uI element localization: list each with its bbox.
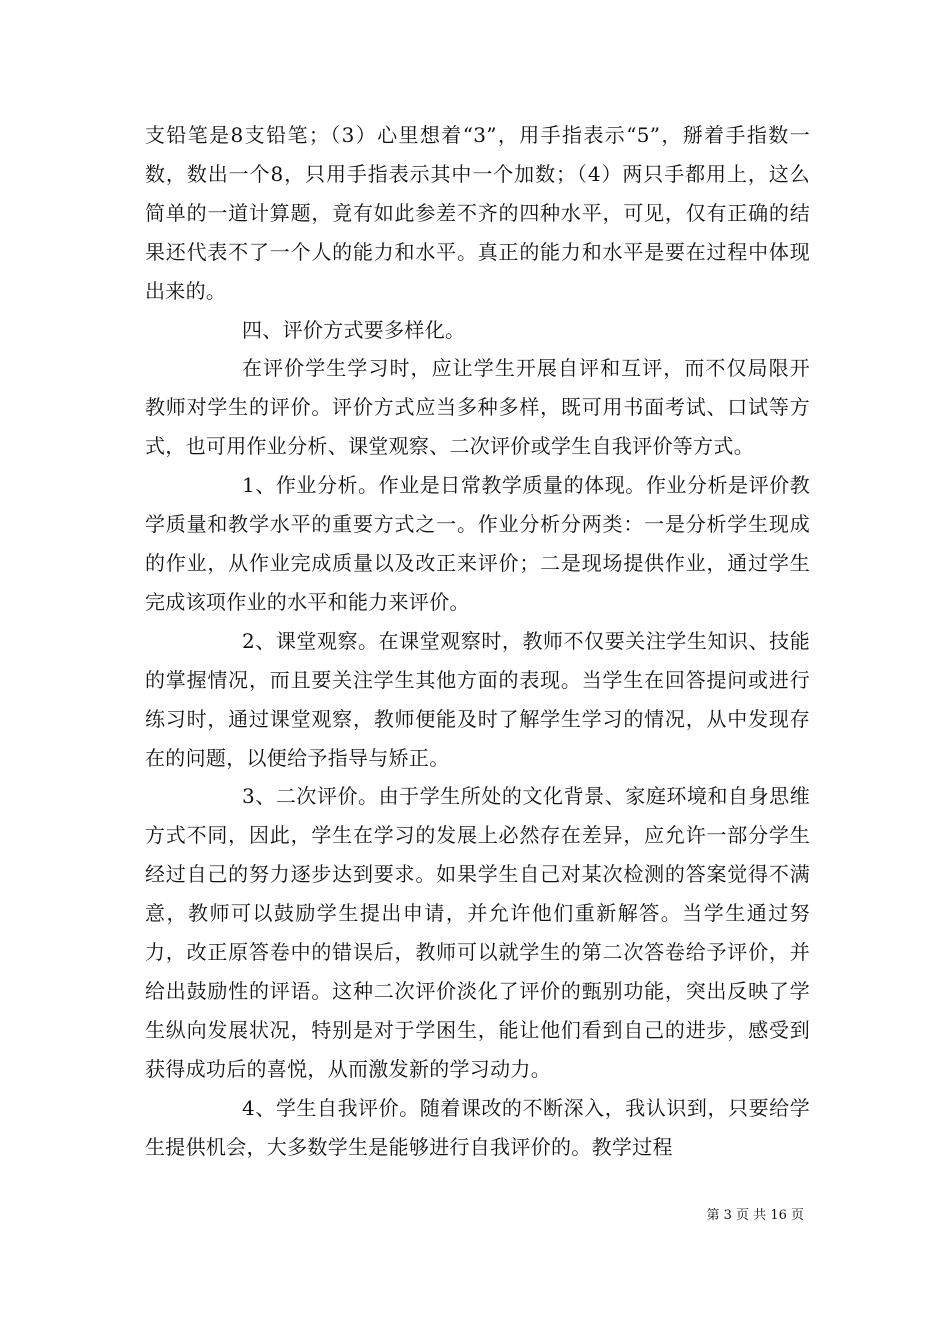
paragraph-intro: 在评价学生学习时，应让学生开展自评和互评，而不仅局限开教师对学生的评价。评价方式应当多种多样，既可用书面考试、口试等方式，也可用作业分析、课堂观察、二次评价或学生自我评价等方式。 <box>145 356 810 459</box>
paragraph-self-evaluation: 4、学生自我评价。随着课改的不断深入，我认识到，只要给学生提供机会，大多数学生是能够进行自我评价的。教学过程 <box>145 1095 810 1159</box>
page-number-footer: 第 3 页 共 16 页 <box>706 1208 804 1223</box>
paragraph-homework-analysis: 1、作业分析。作业是日常教学质量的体现。作业分析是评价教学质量和教学水平的重要方式之一。作业分析分两类：一是分析学生现成的作业，从作业完成质量以及改正来评价；二是现场提供作业，通过学生完成该项作业的水平和能力来评价。 <box>145 473 810 614</box>
paragraph-classroom-observation: 2、课堂观察。在课堂观察时，教师不仅要关注学生知识、技能的掌握情况，而且要关注学生其他方面的表现。当学生在回答提问或进行练习时，通过课堂观察，教师便能及时了解学生学习的情况，从中发现存在的问题，以便给予指导与矫正。 <box>145 628 810 770</box>
section-heading: 四、评价方式要多样化。 <box>242 317 466 342</box>
paragraph-continuation: 支铅笔是8支铅笔；（3）心里想着“3”，用手指表示“5”，掰着手指数一数，数出一个8，只用手指表示其中一个加数；（4）两只手都用上，这么简单的一道计算题，竟有如此参差不齐的四种水平，可见，仅有正确的结果还代表不了一个人的能力和水平。真正的能力和水平是要在过程中体现出来的。 <box>145 123 810 303</box>
document-body <box>145 116 810 1166</box>
paragraph-second-evaluation: 3、二次评价。由于学生所处的文化背景、家庭环境和自身思维方式不同，因此，学生在学习的发展上必然存在差异，应允许一部分学生经过自己的努力逐步达到要求。如果学生自己对某次检测的答案觉得不满意，教师可以鼓励学生提出申请，并允许他们重新解答。当学生通过努力，改正原答卷中的错误后，教师可以就学生的第二次答卷给予评价，并给出鼓励性的评语。这种二次评价淡化了评价的甄别功能，突出反映了学生纵向发展状况，特别是对于学困生，能让他们看到自己的进步，感受到获得成功后的喜悦，从而激发新的学习动力。 <box>145 784 810 1081</box>
